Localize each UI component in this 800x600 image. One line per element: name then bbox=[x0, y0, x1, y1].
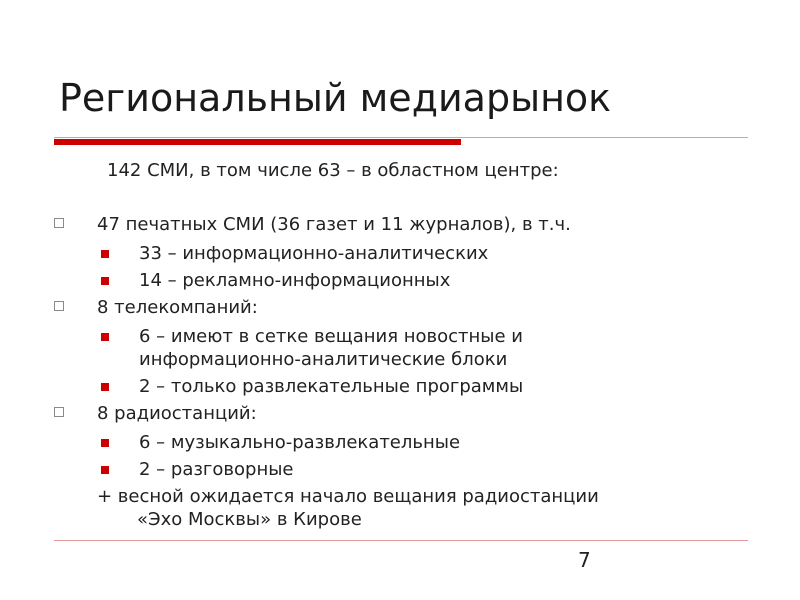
red-square-bullet-icon bbox=[101, 333, 109, 341]
footer-rule bbox=[54, 540, 748, 541]
slide-title: Региональный медиарынок bbox=[59, 76, 612, 120]
hollow-square-bullet-icon bbox=[54, 301, 64, 311]
note-line-2: «Эхо Москвы» в Кирове bbox=[137, 509, 362, 530]
sub-bullet bbox=[52, 269, 742, 292]
sub-bullet bbox=[52, 242, 742, 265]
bullet-text: 8 телекомпаний: bbox=[97, 297, 258, 318]
sub-bullet bbox=[52, 325, 742, 371]
sub-bullet-text: 33 – информационно-аналитических bbox=[139, 243, 489, 264]
sub-bullet bbox=[52, 375, 742, 398]
sub-bullet-text: 2 – разговорные bbox=[139, 459, 294, 480]
red-square-bullet-icon bbox=[101, 439, 109, 447]
hollow-square-bullet-icon bbox=[54, 407, 64, 417]
bullet-list bbox=[52, 213, 742, 531]
bullet-text: 47 печатных СМИ (36 газет и 11 журналов), в т.ч. bbox=[97, 214, 571, 235]
note-line-1: + весной ожидается начало вещания радиостанции bbox=[97, 486, 599, 507]
sub-bullet bbox=[52, 431, 742, 454]
sub-bullet bbox=[52, 458, 742, 481]
sub-bullet-text: 14 – рекламно-информационных bbox=[139, 270, 451, 291]
red-square-bullet-icon bbox=[101, 277, 109, 285]
bullet-print-media bbox=[52, 213, 742, 236]
title-underline-accent bbox=[54, 139, 461, 145]
bullet-text: 8 радиостанций: bbox=[97, 403, 257, 424]
note-text bbox=[52, 485, 742, 531]
sub-bullet-text: 2 – только развлекательные программы bbox=[139, 376, 524, 397]
hollow-square-bullet-icon bbox=[54, 218, 64, 228]
sub-bullet-text: 6 – имеют в сетке вещания новостные и информационно-аналитические блоки bbox=[139, 326, 524, 370]
bullet-radio-stations bbox=[52, 402, 742, 425]
sub-bullet-text: 6 – музыкально-развлекательные bbox=[139, 432, 461, 453]
bullet-tv-companies bbox=[52, 296, 742, 319]
red-square-bullet-icon bbox=[101, 383, 109, 391]
page-number: 7 bbox=[578, 548, 591, 572]
red-square-bullet-icon bbox=[101, 250, 109, 258]
red-square-bullet-icon bbox=[101, 466, 109, 474]
intro-text: 142 СМИ, в том числе 63 – в областном центре: bbox=[107, 160, 559, 181]
title-underline-thin bbox=[54, 137, 748, 138]
